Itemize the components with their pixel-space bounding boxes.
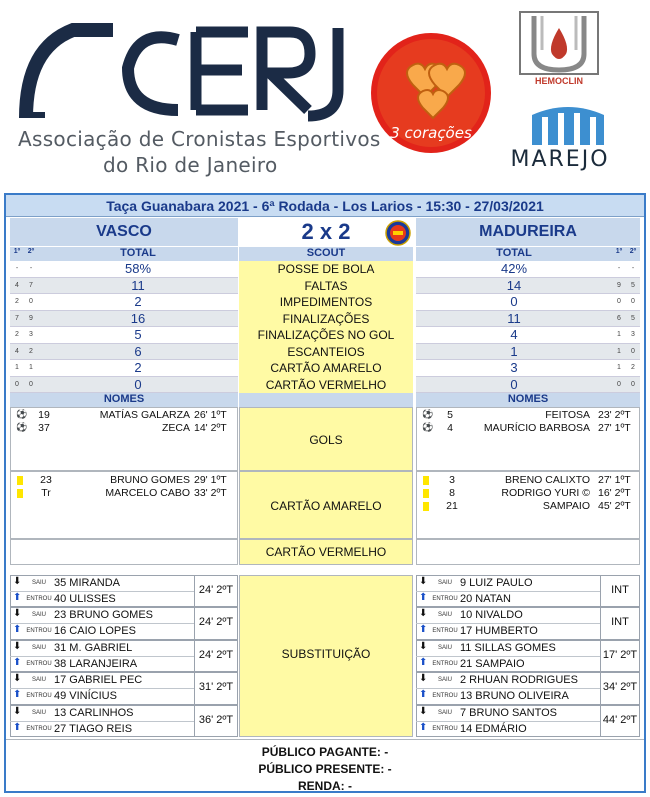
away-stat-total: 11	[507, 310, 521, 326]
away-stat-second-half: 0	[631, 347, 635, 355]
home-stat-second-half: 9	[29, 314, 33, 322]
header	[0, 0, 650, 193]
stat-name: FINALIZAÇÕES	[282, 311, 370, 326]
away-stat-first-half: 0	[617, 298, 621, 305]
sub-in-tag: ENTROU	[432, 596, 458, 602]
home-stat-second-half: 0	[29, 380, 33, 388]
sub-time: INT	[611, 584, 629, 596]
home-stat-first-half: 1	[15, 364, 19, 371]
arrow-down-icon: ⬇	[419, 640, 428, 652]
away-names-header: NOMES	[507, 393, 549, 405]
away-stat-second-half: 2	[631, 364, 635, 371]
arrow-down-icon: ⬇	[13, 673, 22, 685]
acerj-logo	[18, 18, 348, 123]
arrow-down-icon: ⬇	[419, 705, 428, 717]
sub-in-player: 14 EDMÁRIO	[460, 722, 527, 735]
sub-out-player: 11 SILLAS GOMES	[460, 641, 556, 654]
sub-in-player: 38 LARANJEIRA	[54, 657, 138, 670]
away-stat-second-half: 5	[631, 281, 635, 289]
stat-name: CARTÃO AMARELO	[270, 361, 382, 375]
goal-player-number: 5	[447, 409, 453, 421]
stat-name: POSSE DE BOLA	[277, 262, 375, 276]
home-stat-total: 5	[134, 327, 142, 342]
yellow-card-icon	[17, 476, 23, 485]
card-player-number: Tr	[41, 487, 51, 499]
home-team-name: VASCO	[10, 218, 238, 246]
away-stat-first-half: 9	[617, 281, 621, 289]
sub-out-tag: SAIU	[437, 644, 452, 651]
arrow-down-icon: ⬇	[419, 673, 428, 685]
home-stat-total: 6	[134, 343, 142, 359]
sub-in-tag: ENTROU	[432, 660, 458, 667]
stat-name: CARTÃO VERMELHO	[265, 377, 387, 392]
away-stat-first-half: 1	[617, 364, 621, 371]
sub-out-tag: SAIU	[437, 612, 452, 619]
away-stat-total: 0	[510, 294, 518, 309]
away-stat-first-half: 0	[617, 380, 621, 388]
home-stat-total: 2	[134, 294, 142, 309]
home-stat-total: 2	[134, 360, 142, 375]
sub-out-player: 13 CARLINHOS	[54, 706, 134, 719]
card-player-name: BRUNO GOMES	[110, 474, 190, 486]
sub-out-player: 7 BRUNO SANTOS	[460, 706, 557, 719]
home-stat-first-half: 4	[15, 281, 19, 289]
home-stat-first-half: -	[15, 265, 19, 272]
sub-in-tag: ENTROU	[26, 725, 52, 732]
goal-player-number: 4	[447, 422, 453, 434]
away-stat-total: 14	[506, 277, 522, 293]
sub-out-player: 9 LUIZ PAULO	[460, 577, 533, 589]
madureira-crest-icon	[385, 220, 411, 246]
hemoclin-logo	[518, 10, 600, 76]
sub-in-tag: ENTROU	[432, 693, 458, 700]
arrow-down-icon: ⬇	[13, 640, 22, 652]
arrow-up-icon: ⬆	[13, 721, 22, 733]
marejo-logo	[528, 101, 608, 147]
goals-label: GOLS	[309, 433, 343, 447]
goal-time: 23' 2ºT	[598, 409, 631, 421]
sub-in-player: 17 HUMBERTO	[460, 625, 538, 638]
card-time: 33' 2ºT	[194, 487, 227, 499]
away-stat-second-half: 0	[631, 298, 635, 305]
arrow-down-icon: ⬇	[419, 608, 428, 620]
sub-in-tag: ENTROU	[26, 596, 52, 602]
arrow-up-icon: ⬆	[419, 624, 428, 636]
arrow-down-icon: ⬇	[13, 705, 22, 717]
sub-in-tag: ENTROU	[26, 693, 52, 700]
arrow-up-icon: ⬆	[419, 656, 428, 668]
ball-icon: ⚽	[422, 409, 434, 419]
home-stat-first-half: 7	[15, 314, 19, 322]
sub-time: 24' 2ºT	[198, 648, 234, 661]
home-stat-first-half: 2	[15, 331, 19, 338]
card-player-number: 8	[449, 487, 455, 499]
sub-out-tag: SAIU	[31, 580, 46, 586]
yellow-card-icon	[423, 489, 429, 498]
sub-out-tag: SAIU	[437, 677, 452, 684]
sub-out-player: 23 BRUNO GOMES	[54, 609, 154, 622]
sub-time: 31' 2ºT	[198, 681, 234, 694]
sub-time: 44' 2ºT	[602, 713, 638, 726]
away-stat-second-half: 3	[631, 331, 635, 338]
card-time: 27' 1ºT	[598, 474, 631, 486]
home-stat-total: 11	[131, 277, 145, 293]
away-stat-first-half: 6	[617, 314, 621, 322]
sub-in-tag: ENTROU	[26, 628, 52, 635]
away-stat-total: 42%	[500, 261, 528, 276]
home-stat-first-half: 0	[15, 380, 19, 388]
away-stat-total: 0	[510, 376, 518, 392]
sub-in-player: 16 CAIO LOPES	[54, 625, 136, 638]
stat-name: IMPEDIMENTOS	[279, 295, 373, 309]
sub-in-player: 13 BRUNO OLIVEIRA	[460, 690, 569, 703]
home-stat-total: 16	[130, 310, 146, 326]
sub-out-player: 35 MIRANDA	[54, 577, 121, 589]
sub-out-player: 10 NIVALDO	[460, 609, 523, 622]
away-stat-total: 4	[510, 327, 518, 342]
sub-out-tag: SAIU	[437, 709, 452, 716]
sub-time: 24' 2ºT	[198, 616, 234, 629]
goal-player-number: 19	[38, 409, 50, 421]
home-col-total: TOTAL	[120, 247, 156, 259]
sub-out-tag: SAIU	[31, 709, 46, 716]
match-title: Taça Guanabara 2021 - 6ª Rodada - Los Larios - 15:30 - 27/03/2021	[6, 195, 644, 217]
card-player-name: BRENO CALIXTO	[505, 474, 590, 486]
home-stat-second-half: 7	[29, 281, 33, 289]
sub-out-tag: SAIU	[437, 580, 452, 586]
stat-name: FINALIZAÇÕES NO GOL	[257, 328, 395, 342]
ball-icon: ⚽	[16, 409, 28, 419]
home-stat-second-half: 1	[29, 364, 33, 371]
red-card-label: CARTÃO VERMELHO	[265, 545, 387, 559]
away-stat-second-half: 5	[631, 314, 635, 322]
home-names-header: NOMES	[103, 393, 145, 405]
home-stat-total: 0	[134, 376, 142, 392]
away-stat-first-half: 1	[617, 331, 621, 338]
arrow-up-icon: ⬆	[419, 689, 428, 701]
ball-icon: ⚽	[16, 422, 28, 432]
arrow-up-icon: ⬆	[13, 624, 22, 636]
away-col-total: TOTAL	[496, 247, 532, 259]
yellow-card-icon	[17, 489, 23, 498]
goal-time: 26' 1ºT	[194, 409, 227, 421]
sub-in-player: 40 ULISSES	[54, 593, 116, 605]
home-stat-total: 58%	[124, 261, 152, 276]
yellow-card-icon	[423, 502, 429, 511]
sub-in-player: 27 TIAGO REIS	[54, 722, 133, 735]
home-stat-second-half: 3	[29, 331, 33, 338]
away-stat-first-half: -	[617, 265, 621, 272]
away-stat-total: 1	[510, 343, 518, 359]
away-stat-second-half: -	[631, 265, 635, 272]
goal-player-name: ZECA	[161, 422, 190, 434]
sub-in-tag: ENTROU	[26, 660, 52, 667]
yellow-card-icon	[423, 476, 429, 485]
goal-player-number: 37	[38, 422, 50, 434]
goal-player-name: MATÍAS GALARZA	[99, 409, 190, 421]
sub-out-player: 2 RHUAN RODRIGUES	[460, 674, 578, 687]
arrow-down-icon: ⬇	[419, 576, 428, 587]
away-stat-second-half: 0	[631, 380, 635, 388]
sub-out-tag: SAIU	[31, 677, 46, 684]
goal-time: 27' 1ºT	[598, 422, 631, 434]
card-player-number: 23	[40, 474, 52, 486]
card-player-number: 3	[449, 474, 455, 486]
sub-time: INT	[611, 616, 629, 629]
card-time: 29' 1ºT	[194, 474, 227, 486]
goal-player-name: MAURÍCIO BARBOSA	[483, 422, 590, 434]
match-score: 2 x 2	[239, 218, 413, 246]
home-stat-first-half: 2	[15, 298, 19, 305]
scoresheet	[4, 193, 646, 793]
publico-presente: PÚBLICO PRESENTE: -	[258, 762, 392, 776]
card-player-name: SAMPAIO	[542, 500, 590, 512]
sub-in-player: 49 VINÍCIUS	[54, 690, 117, 703]
goal-player-name: FEITOSA	[545, 409, 590, 421]
sub-out-tag: SAIU	[31, 612, 46, 619]
sub-out-player: 17 GABRIEL PEC	[54, 674, 143, 687]
card-time: 45' 2ºT	[598, 500, 631, 512]
tres-coracoes-logo	[368, 30, 494, 156]
yellow-card-label: CARTÃO AMARELO	[270, 499, 382, 513]
sub-in-tag: ENTROU	[432, 725, 458, 732]
away-col-second-half: 2º	[629, 248, 637, 255]
card-player-number: 21	[446, 500, 458, 512]
arrow-down-icon: ⬇	[13, 608, 22, 620]
substitution-label: SUBSTITUIÇÃO	[281, 647, 371, 661]
sub-out-tag: SAIU	[31, 644, 46, 651]
arrow-up-icon: ⬆	[13, 656, 22, 668]
sub-out-player: 31 M. GABRIEL	[54, 641, 133, 654]
arrow-up-icon: ⬆	[419, 721, 428, 733]
away-team-name: MADUREIRA	[416, 218, 640, 246]
arrow-down-icon: ⬇	[13, 576, 22, 587]
sub-time: 24' 2ºT	[198, 584, 234, 596]
home-col-first-half: 1º	[13, 248, 21, 255]
arrow-up-icon: ⬆	[419, 592, 428, 603]
home-stat-second-half: 0	[29, 298, 33, 305]
home-stat-second-half: -	[29, 265, 33, 272]
card-time: 16' 2ºT	[598, 487, 631, 499]
away-stat-first-half: 1	[617, 347, 621, 355]
away-col-first-half: 1º	[615, 248, 623, 255]
stat-name: ESCANTEIOS	[287, 344, 365, 359]
stat-name: FALTAS	[304, 278, 348, 293]
hemoclin-label: HEMOCLIN	[535, 76, 583, 86]
acerj-subtitle-2: do Rio de Janeiro	[103, 153, 278, 177]
tres-coracoes-text: 3 corações	[390, 124, 472, 142]
arrow-up-icon: ⬆	[13, 592, 22, 603]
scout-header: SCOUT	[306, 247, 346, 259]
sub-time: 17' 2ºT	[602, 648, 638, 661]
sub-time: 34' 2ºT	[602, 681, 638, 694]
arrow-up-icon: ⬆	[13, 689, 22, 701]
home-stat-first-half: 4	[15, 347, 19, 355]
sub-in-player: 21 SAMPAIO	[460, 657, 525, 670]
away-stat-total: 3	[510, 360, 518, 375]
publico-pagante: PÚBLICO PAGANTE: -	[261, 745, 389, 759]
home-col-second-half: 2º	[27, 248, 35, 255]
sub-time: 36' 2ºT	[198, 713, 234, 726]
home-stat-second-half: 2	[29, 347, 33, 355]
card-player-name: MARCELO CABO	[105, 487, 190, 499]
sub-in-tag: ENTROU	[432, 628, 458, 635]
acerj-subtitle-1: Associação de Cronistas Esportivos	[18, 127, 381, 151]
card-player-name: RODRIGO YURI ©	[501, 487, 590, 499]
renda: RENDA: -	[298, 779, 352, 793]
ball-icon: ⚽	[422, 422, 434, 432]
marejo-label: MAREJO	[510, 147, 610, 172]
sub-in-player: 20 NATAN	[460, 593, 511, 605]
goal-time: 14' 2ºT	[194, 422, 227, 434]
